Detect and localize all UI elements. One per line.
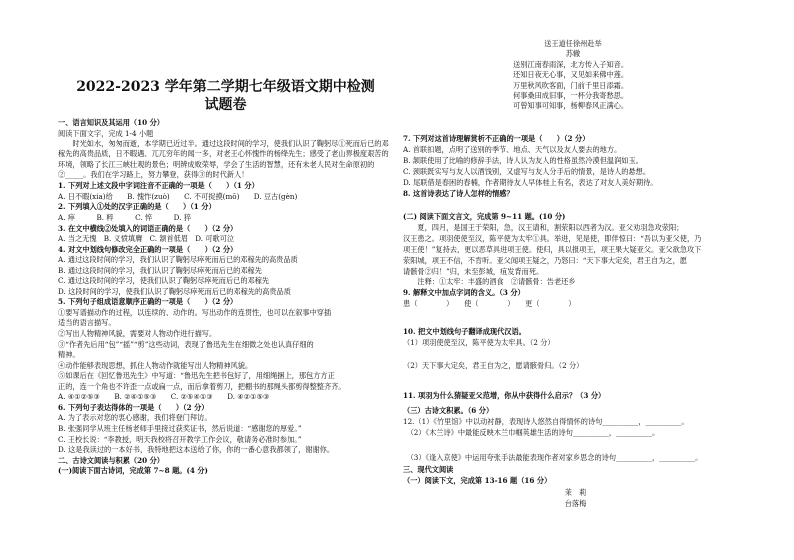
text-line: （3）《逢入京使》中运用夸张手法最能表现作者对家乡思念的诗句__________，__________。 — [403, 453, 703, 462]
essay-title: 茉 莉 — [564, 488, 587, 497]
text-line: A. ④①②⑤③ B. ②④①⑤③ C. ②⑤④①③ D. ④②①⑤③ — [58, 392, 270, 402]
text-line: 1. 下列对上述文段中字词注音不正确的一项是（ ）（1 分） — [58, 181, 259, 191]
text-line: D. 尾联借是春困的春楠，作者期待友人早体桂上有名，表达了对友人美好期待。 — [403, 177, 658, 187]
poem-title: 送王道任徐州赴举 — [544, 39, 602, 48]
text-line: 汉王患之。项羽使使至汉，陈平使为太牢①具。举进，见是使，即佯惊曰：“吾以为亚父使，乃 — [403, 233, 702, 243]
text-line: D. 这是我读过的一本好书，我特地把这本送给了你，你的一番心意我都领了，谢谢你。 — [58, 445, 335, 455]
poem-author: 苏辙 — [565, 49, 581, 59]
text-line: A. 瘁 B. 粹 C. 悴 D. 猝 — [58, 212, 191, 222]
text-line: 一、语言知识及其运用（10 分） — [58, 118, 164, 127]
text-line: 9. 解释文中加点字词的含义。（3 分） — [403, 288, 525, 298]
text-line: (一)阅读下面古诗词，完成第 7~8 题。(4 分) — [58, 466, 208, 476]
text-line: B. 颔联使用了比喻的修辞手法，诗人认为友人的性格虽然冷漠但温润如玉。 — [403, 155, 643, 165]
text-line: （2）天下事大定矣，君王自为之，愿请骸骨归。（2 分） — [403, 360, 584, 370]
text-line: 时光如水，匆匆而逝，本学期已近过半。通过这段时间的学习，使我们认识了鞠躬尽①死而后已的邓稼先的高贵品质，日不暇遇、兀兀穷年的闻一多，对老王心怀愧怍的杨绛先生；感受了老山界极度艰苦的环境，领略了长江三峡壮观的景色；明辨成败荣辱，学会了生活的智慧，还有未老人民对生命原初的②_____。我们在学习路上，努力攀登，获得③的时代新人！ — [58, 139, 389, 179]
text-line: 注释：①太牢：丰盛的酒食 ②请骸骨：告老还乡 — [403, 277, 576, 287]
text-line: 2. 下列填入①处的汉字正确的是（ ）（1 分） — [58, 202, 216, 212]
text-line: A. 当之无愧 B. 义愤填膺 C. 颔首低眉 D. 可歌可泣 — [58, 234, 235, 244]
text-line: C. 王校长说：“李教授，明天我校将召开教学工作会议，敬请务必准时参加。” — [58, 434, 302, 444]
essay-author: 台落梅 — [564, 499, 587, 508]
text-line: A. 日不暇(xia)给 B. 愧怍(zuò) C. 不可捉摸(mō) D. 豆古(gèn) — [58, 191, 298, 201]
text-line: ②写出人物精神风貌，需要对人物动作进行描写。 — [58, 329, 217, 338]
text-line: 三、现代文阅读 — [403, 465, 454, 474]
text-line: （三）古诗文积累。（6 分） — [403, 405, 494, 415]
text-line: 6. 下列句子表达得体的一项是（ ）（2 分） — [58, 402, 209, 412]
text-line: 项王使！”复持去，更以恶草具进项王使。使归，具以报项王，项王果大疑亚父。亚父欲急攻下 — [403, 244, 702, 254]
text-line: 患（ ） 使（ ） 更（ ） — [403, 299, 576, 309]
poem-block — [513, 39, 633, 112]
page-title: 2022-2023 学年第二学期七年级语文期中检测 — [76, 79, 375, 95]
text-line: 12.（1）《竹里馆》中以动衬静，表现诗人悠然自得情怀的诗句__________，__________。 — [403, 416, 689, 426]
poem-line: 何事桑田成旧事，一杯分我寄愁思。 — [513, 91, 629, 101]
text-line: 阅读下面文字，完成 1-4 小题 — [58, 128, 154, 138]
poem-line: 还知日夜无心事，又见如来佛中莲。 — [513, 70, 629, 80]
text-line: 正的，连一个角也不许歪一点或扁一点，而后拿着剪刀，把棚书的那绳头都剪得整整齐齐。 — [58, 381, 346, 391]
text-line: 7. 下列对这首诗理解赏析不正确的一项是（ ）（2 分） — [403, 134, 590, 143]
page-subtitle: 试题卷 — [204, 97, 247, 113]
text-line: ③“作者先后用“包”“摇”“剪”这些动词，表现了鲁迅先生在细微之处也认真仔细的 — [58, 339, 314, 349]
text-line: 二、古诗文阅读与积累（20 分） — [58, 455, 164, 465]
text-line: 适当的语言描写。 — [58, 318, 116, 328]
text-line: (二) 阅读下面文言文，完成第 9~11 题。(10 分) — [403, 212, 566, 221]
text-line: （一）阅读下文，完成第 13-16 题（16 分） — [403, 475, 552, 485]
text-line: B. 张强同学从班主任杨老师手里接过获奖证书，然后说道：“感谢您的厚爱。” — [58, 423, 302, 433]
poem-line: 送别江南春雨深，北方传入子知音。 — [513, 59, 629, 69]
text-line: ①要写谱描动作的过程，以连续的、动作的。写出动作的连贯性，也可以在叙事中穿插 — [58, 307, 332, 317]
text-line: ⑤如课后在《回忆鲁迅先生》中写道：“鲁迅先生把书包好了，用细绳捆上，那包方方正 — [58, 371, 335, 381]
text-line: A. 为了表示对您的衷心感谢，我们将登门拜访。 — [58, 413, 212, 423]
text-line: 精神。 — [58, 350, 80, 360]
text-line: B. 通过这段时间的学习，我们认识了鞠躬尽瘁死而后已的邓稼先 — [58, 265, 262, 275]
text-line: ④动作能够表现思想，抓住人物动作就能写出人物精神风貌。 — [58, 360, 253, 370]
text-line: A. 通过这段时间的学习，我们认识了鞠躬尽瘁死而后已的邓稼先的高贵品质 — [58, 255, 298, 265]
text-line: C. 通过这段时间的学习，使我们认识了鞠躬尽瘁死而后已的邓稼先 — [58, 276, 270, 286]
text-line: 荥阳城，项王不信，不肯听。亚父闻项王疑之，乃怒曰：“天下事大定矣，君王自为之，愿 — [403, 255, 687, 265]
text-line: C. 颈联既实写与友人以酒饯别，又虚写与友人分手后的情景，是诗人的悬想。 — [403, 166, 651, 176]
text-line: 夏，四月，是国王于荣阳，急，汉王请和，割荥阳以西者为汉。亚父劝羽急攻荥阳； — [403, 222, 684, 232]
text-line: 10. 把文中划线句子翻译成现代汉语。 — [403, 327, 526, 336]
text-line: 4. 对文中划线句修改完全正确的一项是（ ）（2 分） — [58, 244, 238, 254]
text-line: （2）《木兰诗》中最能反映木兰巾帼英雄生活的诗句__________，__________。 — [403, 427, 660, 437]
text-line: 8. 这首诗表达了诗人怎样的情感？ — [403, 188, 514, 198]
text-line: （1）项羽使使至汉，陈平使为太牢具。（2 分） — [403, 337, 555, 347]
poem-line: 可曾知事可知事，杨柳春风正满心。 — [513, 101, 629, 111]
text-line: 5. 下列句子组成语意顺序正确的一项是（ ）（2 分） — [58, 297, 238, 307]
text-line: 3. 在文中横线②处填入的词语正确的是（ ）（2 分） — [58, 223, 238, 233]
text-line: 11. 项羽为什么猜疑亚父范增，你从中获得什么启示？（3 分） — [403, 390, 606, 400]
poem-line: 万里秋风吹客面，门前千里日添霜。 — [513, 80, 629, 90]
text-line: A. 首联扣题，点明了送别的季节、地点、天气以及友人要去的地方。 — [403, 144, 622, 154]
text-line: 请骸骨②归！”归，未至彭城，疽发背而死。 — [403, 266, 544, 276]
text-line: D. 这段时间的学习，使我们认识了鞠躬尽瘁死而后已的邓稼先的高贵品质 — [58, 286, 291, 296]
